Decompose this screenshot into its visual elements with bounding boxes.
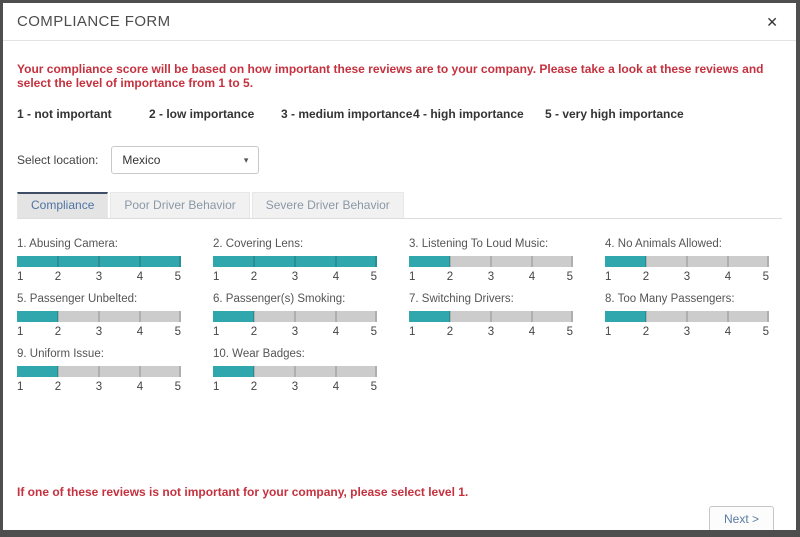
slider-scale — [409, 325, 573, 341]
scale-number: 1 — [17, 271, 24, 283]
scale-number: 3 — [95, 326, 103, 338]
scale-number: 2 — [446, 326, 454, 338]
slider-tick — [686, 256, 688, 267]
scale-number: 1 — [605, 271, 612, 283]
scale-number: 5 — [174, 271, 181, 283]
scale-number: 4 — [332, 381, 340, 393]
scale-number: 4 — [724, 271, 732, 283]
scale-number: 5 — [370, 381, 377, 393]
slider-10-wear-badges — [213, 348, 377, 396]
tab-bar — [17, 192, 782, 219]
slider-fill — [213, 311, 254, 322]
slider-fill — [605, 256, 646, 267]
slider-tick — [294, 311, 296, 322]
importance-slider-track[interactable] — [17, 366, 181, 377]
slider-label: 9. Uniform Issue: — [17, 348, 104, 360]
slider-2-covering-lens — [213, 238, 377, 286]
slider-tick — [335, 256, 337, 267]
slider-tick — [294, 366, 296, 377]
scale-number: 3 — [95, 381, 103, 393]
scale-number: 3 — [291, 381, 299, 393]
scale-number: 5 — [174, 381, 181, 393]
slider-label: 6. Passenger(s) Smoking: — [213, 293, 346, 305]
tab-poor-driver-behavior[interactable]: Poor Driver Behavior — [110, 192, 249, 218]
slider-tick — [449, 311, 451, 322]
slider-scale — [17, 325, 181, 341]
slider-scale — [17, 270, 181, 286]
importance-slider-track[interactable] — [213, 366, 377, 377]
slider-tick — [335, 311, 337, 322]
legend-item: 2 - low importance — [149, 107, 255, 121]
slider-8-too-many-passengers — [605, 293, 769, 341]
scale-number: 3 — [95, 271, 103, 283]
legend-item: 4 - high importance — [413, 107, 524, 121]
importance-slider-track[interactable] — [409, 311, 573, 322]
slider-tick — [179, 311, 181, 322]
tab-compliance[interactable]: Compliance — [17, 192, 108, 218]
slider-tick — [335, 366, 337, 377]
scale-number: 3 — [487, 326, 495, 338]
slider-7-switching-drivers — [409, 293, 573, 341]
slider-fill — [17, 311, 58, 322]
slider-label: 4. No Animals Allowed: — [605, 238, 722, 250]
importance-slider-track[interactable] — [17, 256, 181, 267]
slider-fill — [409, 311, 450, 322]
scale-number: 1 — [213, 271, 220, 283]
slider-fill — [213, 366, 254, 377]
scale-number: 2 — [446, 271, 454, 283]
scale-number: 5 — [174, 326, 181, 338]
slider-tick — [57, 311, 59, 322]
slider-tick — [571, 311, 573, 322]
scale-number: 1 — [17, 381, 24, 393]
next-button[interactable]: Next > — [709, 506, 774, 532]
scale-number: 1 — [409, 326, 416, 338]
importance-slider-track[interactable] — [605, 311, 769, 322]
dialog-titlebar — [3, 3, 796, 41]
scale-number: 4 — [724, 326, 732, 338]
scale-number: 5 — [370, 326, 377, 338]
sliders-grid — [17, 238, 782, 403]
slider-scale — [17, 380, 181, 396]
scale-number: 2 — [54, 271, 62, 283]
legend-item: 1 - not important — [17, 107, 112, 121]
scale-number: 3 — [291, 271, 299, 283]
scale-number: 3 — [683, 326, 691, 338]
slider-tick — [179, 256, 181, 267]
slider-tick — [531, 311, 533, 322]
slider-label: 7. Switching Drivers: — [409, 293, 514, 305]
scale-number: 4 — [136, 326, 144, 338]
slider-tick — [571, 256, 573, 267]
scale-number: 2 — [642, 271, 650, 283]
slider-label: 1. Abusing Camera: — [17, 238, 119, 250]
slider-tick — [686, 311, 688, 322]
slider-tick — [139, 256, 141, 267]
scale-number: 3 — [291, 326, 299, 338]
slider-fill — [409, 256, 450, 267]
slider-5-passenger-unbelted — [17, 293, 181, 341]
slider-label: 2. Covering Lens: — [213, 238, 304, 250]
scale-number: 1 — [213, 381, 220, 393]
slider-tick — [253, 311, 255, 322]
scale-number: 2 — [250, 381, 258, 393]
slider-tick — [57, 256, 59, 267]
slider-tick — [139, 311, 141, 322]
slider-tick — [449, 256, 451, 267]
scale-number: 4 — [528, 326, 536, 338]
slider-scale — [605, 325, 769, 341]
slider-9-uniform-issue — [17, 348, 181, 396]
slider-tick — [375, 256, 377, 267]
note-text: If one of these reviews is not important for your company, please select level 1. — [17, 485, 469, 499]
slider-tick — [98, 256, 100, 267]
slider-label: 8. Too Many Passengers: — [605, 293, 735, 305]
scale-number: 4 — [136, 271, 144, 283]
slider-tick — [727, 311, 729, 322]
close-icon[interactable]: ✕ — [766, 13, 778, 30]
scale-number: 5 — [566, 271, 573, 283]
scale-number: 5 — [762, 271, 769, 283]
legend-item: 3 - medium importance — [281, 107, 413, 121]
scale-number: 2 — [642, 326, 650, 338]
scale-number: 2 — [250, 271, 258, 283]
importance-slider-track[interactable] — [409, 256, 573, 267]
scale-number: 2 — [54, 326, 62, 338]
slider-tick — [98, 366, 100, 377]
scale-number: 1 — [409, 271, 416, 283]
slider-fill — [605, 311, 646, 322]
slider-3-listening-to-loud-music — [409, 238, 573, 286]
importance-legend — [17, 107, 782, 121]
slider-tick — [490, 256, 492, 267]
slider-tick — [767, 256, 769, 267]
scale-number: 5 — [762, 326, 769, 338]
slider-tick — [253, 366, 255, 377]
slider-4-no-animals-allowed — [605, 238, 769, 286]
select-location-label: Select location: — [17, 153, 99, 167]
slider-scale — [605, 270, 769, 286]
slider-tick — [727, 256, 729, 267]
scale-number: 1 — [17, 326, 24, 338]
slider-label: 5. Passenger Unbelted: — [17, 293, 138, 305]
dialog-title: COMPLIANCE FORM — [17, 13, 171, 30]
scale-number: 4 — [332, 326, 340, 338]
intro-text: Your compliance score will be based on how important these reviews are to your company. Please take a look at these reviews and select the level of importance from 1 to 5. — [17, 62, 764, 90]
chevron-down-icon: ▾ — [243, 154, 249, 165]
importance-slider-track[interactable] — [213, 311, 377, 322]
slider-tick — [253, 256, 255, 267]
slider-tick — [57, 366, 59, 377]
slider-scale — [409, 270, 573, 286]
tab-severe-driver-behavior[interactable]: Severe Driver Behavior — [252, 192, 404, 218]
legend-item: 5 - very high importance — [545, 107, 684, 121]
dialog-content — [3, 62, 796, 532]
slider-fill — [17, 366, 58, 377]
slider-tick — [645, 311, 647, 322]
slider-6-passenger-s-smoking — [213, 293, 377, 341]
scale-number: 3 — [683, 271, 691, 283]
importance-slider-track[interactable] — [213, 256, 377, 267]
slider-1-abusing-camera — [17, 238, 181, 286]
slider-tick — [490, 311, 492, 322]
slider-label: 10. Wear Badges: — [213, 348, 305, 360]
slider-tick — [179, 366, 181, 377]
slider-tick — [375, 366, 377, 377]
importance-slider-track[interactable] — [605, 256, 769, 267]
scale-number: 2 — [250, 326, 258, 338]
slider-scale — [213, 270, 377, 286]
slider-scale — [213, 380, 377, 396]
location-selected-value: Mexico — [122, 153, 161, 167]
slider-tick — [294, 256, 296, 267]
scale-number: 2 — [54, 381, 62, 393]
location-row — [17, 146, 782, 174]
scale-number: 1 — [605, 326, 612, 338]
importance-slider-track[interactable] — [17, 311, 181, 322]
slider-tick — [767, 311, 769, 322]
scale-number: 5 — [370, 271, 377, 283]
scale-number: 4 — [136, 381, 144, 393]
slider-tick — [531, 256, 533, 267]
scale-number: 4 — [332, 271, 340, 283]
slider-label: 3. Listening To Loud Music: — [409, 238, 549, 250]
slider-tick — [645, 256, 647, 267]
scale-number: 4 — [528, 271, 536, 283]
scale-number: 3 — [487, 271, 495, 283]
slider-tick — [139, 366, 141, 377]
scale-number: 5 — [566, 326, 573, 338]
dialog-footer — [17, 506, 782, 532]
location-dropdown[interactable] — [111, 146, 259, 174]
slider-tick — [375, 311, 377, 322]
slider-tick — [98, 311, 100, 322]
slider-scale — [213, 325, 377, 341]
scale-number: 1 — [213, 326, 220, 338]
